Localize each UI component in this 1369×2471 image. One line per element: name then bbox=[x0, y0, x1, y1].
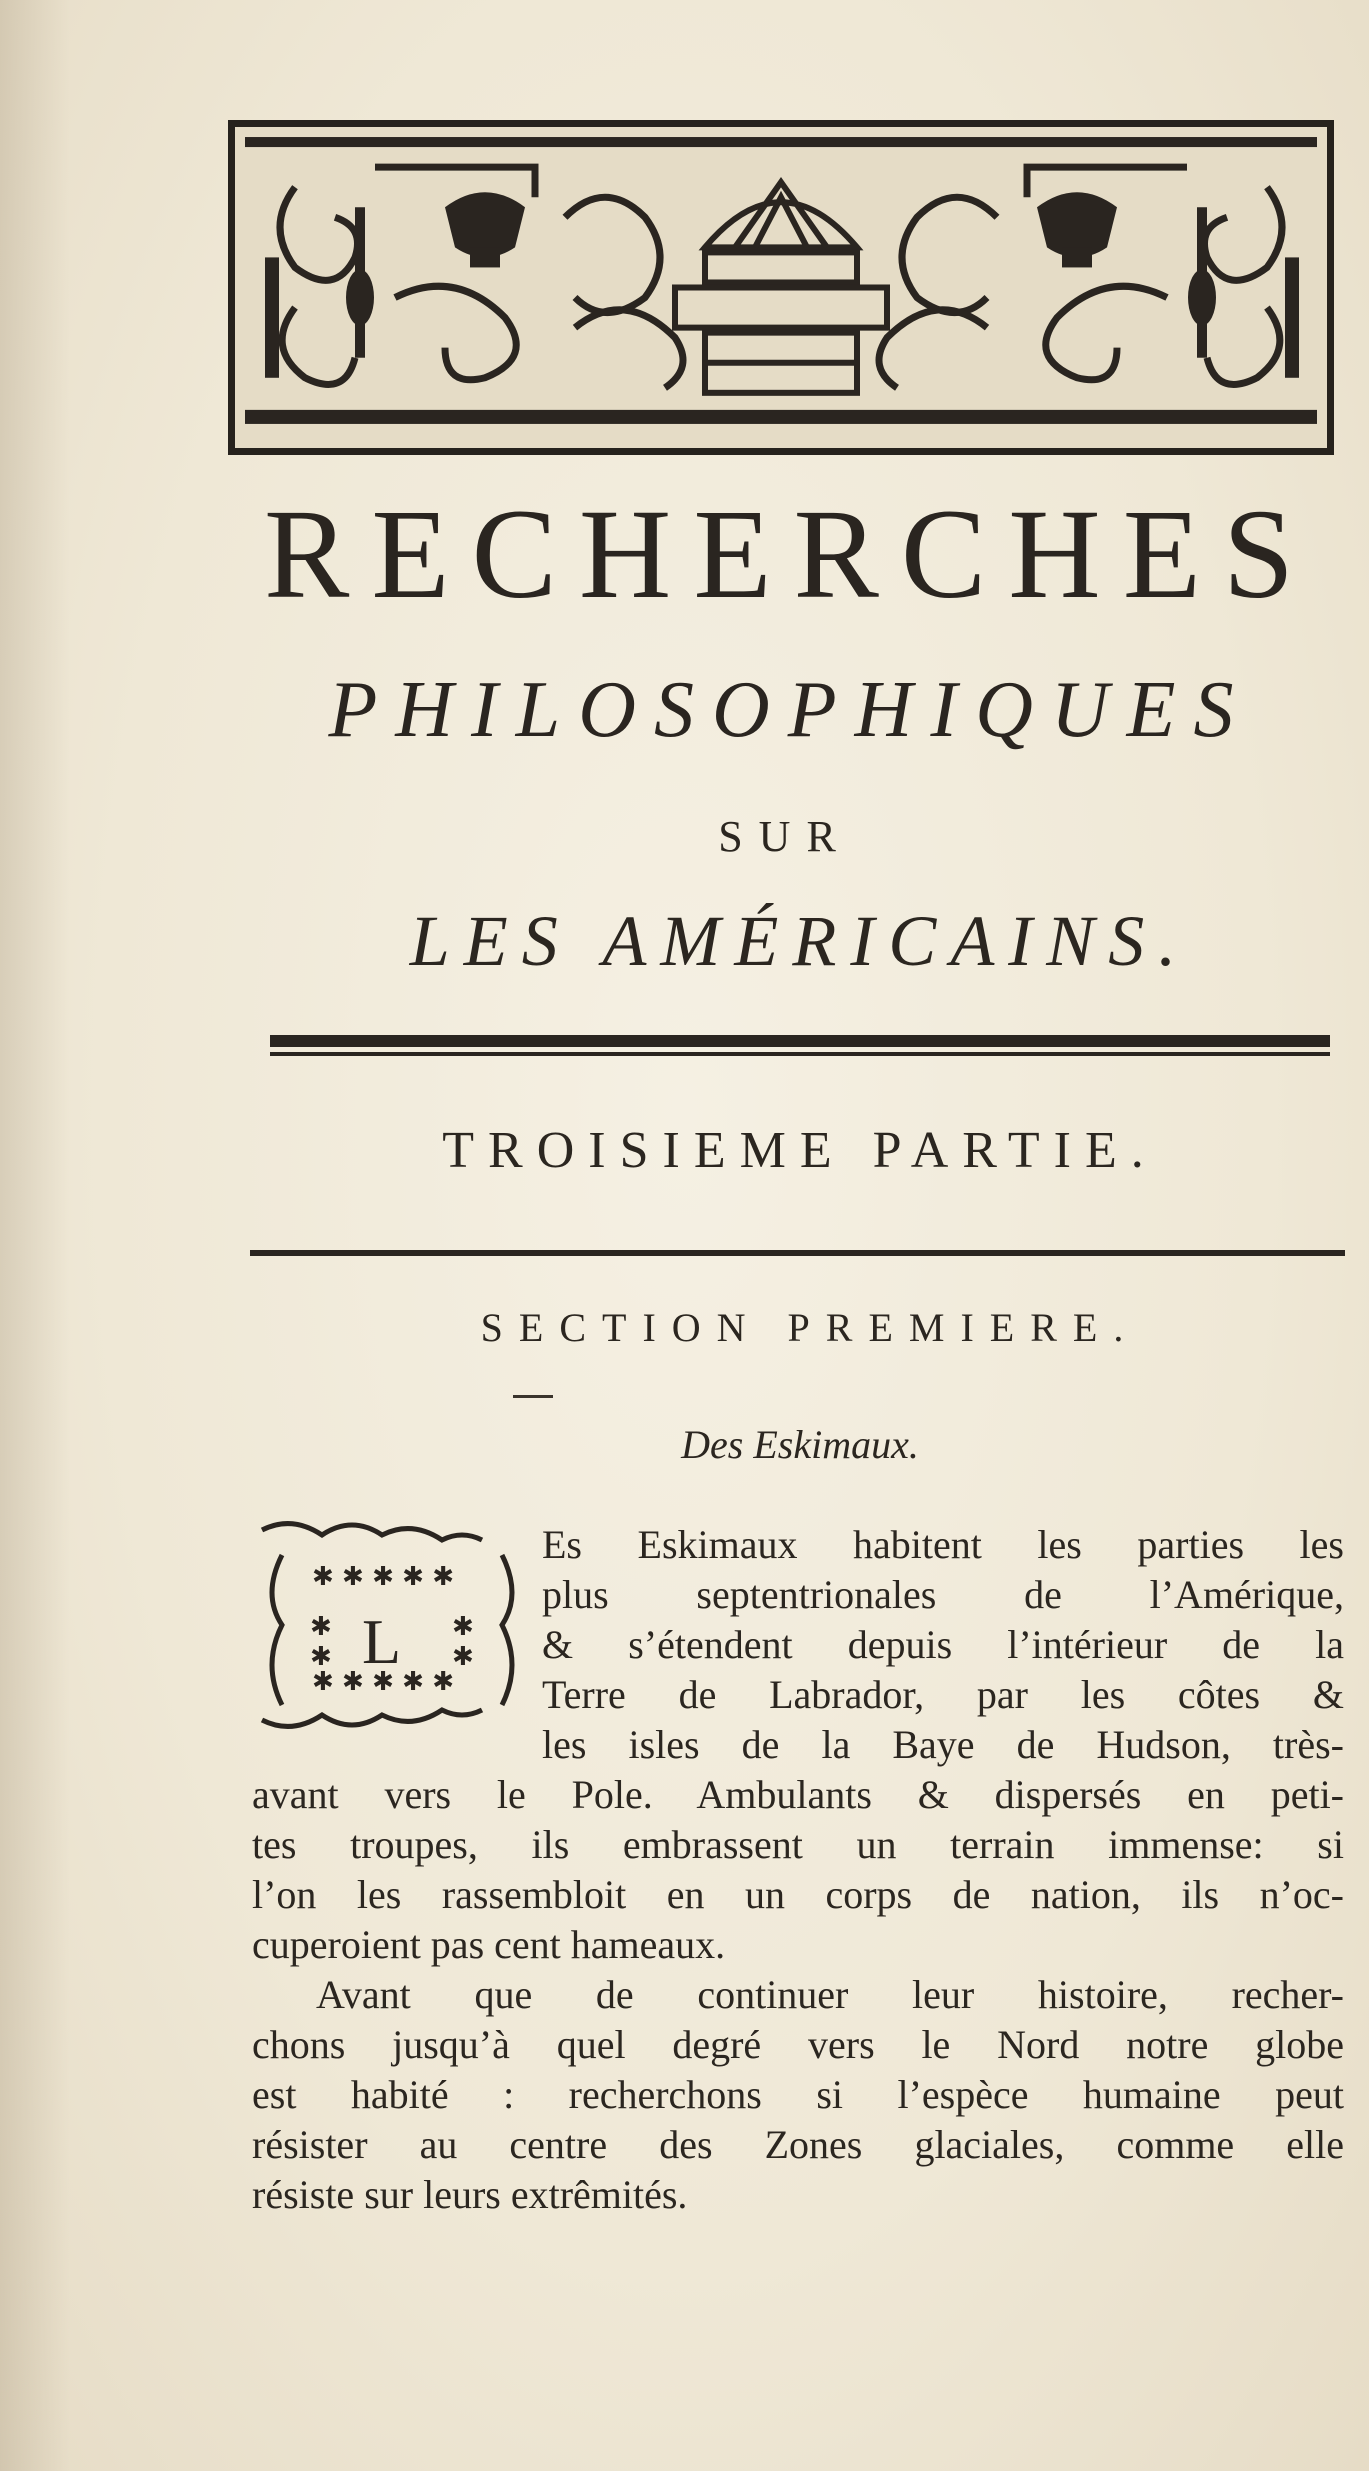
svg-text:✱: ✱ bbox=[452, 1642, 474, 1672]
body-line: les isles de la Baye de Hudson, très- bbox=[542, 1722, 1344, 1767]
part-title: TROISIEME PARTIE. bbox=[442, 1122, 1158, 1179]
title-philosophiques: PHILOSOPHIQUES bbox=[328, 666, 1252, 754]
body-line: cuperoient pas cent hameaux. bbox=[252, 1922, 726, 1967]
spine-shadow bbox=[0, 0, 70, 2471]
subsection-des: Des bbox=[681, 1422, 744, 1467]
body-line: plus septentrionales de l’Amérique, bbox=[542, 1572, 1344, 1617]
body-line: avant vers le Pole. Ambulants & dispersés en peti- bbox=[252, 1772, 1344, 1817]
subsection-title bbox=[400, 1422, 1200, 1467]
body-line: l’on les rassembloit en un corps de nation, ils n’oc- bbox=[252, 1872, 1344, 1917]
body-line: Es Eskimaux habitent les parties les bbox=[542, 1522, 1344, 1567]
body-line: Terre de Labrador, par les côtes & bbox=[542, 1672, 1344, 1717]
body-line: tes troupes, ils embrassent un terrain immense: si bbox=[252, 1822, 1344, 1867]
svg-text:✱: ✱ bbox=[452, 1612, 474, 1642]
title-americains: LES AMÉRICAINS. bbox=[409, 901, 1191, 981]
title-sur: SUR bbox=[718, 812, 852, 861]
svg-text:✱ ✱ ✱ ✱ ✱: ✱ ✱ ✱ ✱ ✱ bbox=[312, 1667, 454, 1697]
ornament-icon bbox=[235, 127, 1327, 448]
svg-text:✱: ✱ bbox=[310, 1612, 332, 1642]
body-line: chons jusqu’à quel degré vers le Nord notre globe bbox=[252, 2022, 1344, 2067]
body-line: résiste sur leurs extrêmités. bbox=[252, 2172, 688, 2217]
body-line: & s’étendent depuis l’intérieur de la bbox=[542, 1622, 1344, 1667]
body-line: Avant que de continuer leur histoire, recher- bbox=[316, 1972, 1344, 2017]
section-title: SECTION PREMIERE. bbox=[480, 1305, 1140, 1350]
body-line: est habité : recherchons si l’espèce humaine peut bbox=[252, 2072, 1344, 2117]
subsection-eskimaux: Eskimaux. bbox=[753, 1422, 919, 1467]
double-rule-divider bbox=[270, 1035, 1330, 1056]
title-recherches: RECHERCHES bbox=[263, 483, 1317, 625]
body-text bbox=[252, 1520, 1344, 2220]
small-dash bbox=[513, 1395, 553, 1398]
single-rule-divider bbox=[250, 1250, 1345, 1256]
initial-letter: L bbox=[362, 1606, 402, 1677]
body-line: résister au centre des Zones glaciales, comme elle bbox=[252, 2122, 1344, 2167]
svg-text:✱ ✱ ✱ ✱ ✱: ✱ ✱ ✱ ✱ ✱ bbox=[312, 1562, 454, 1592]
svg-text:✱: ✱ bbox=[310, 1642, 332, 1672]
woodcut-ornament-headpiece bbox=[228, 120, 1334, 455]
